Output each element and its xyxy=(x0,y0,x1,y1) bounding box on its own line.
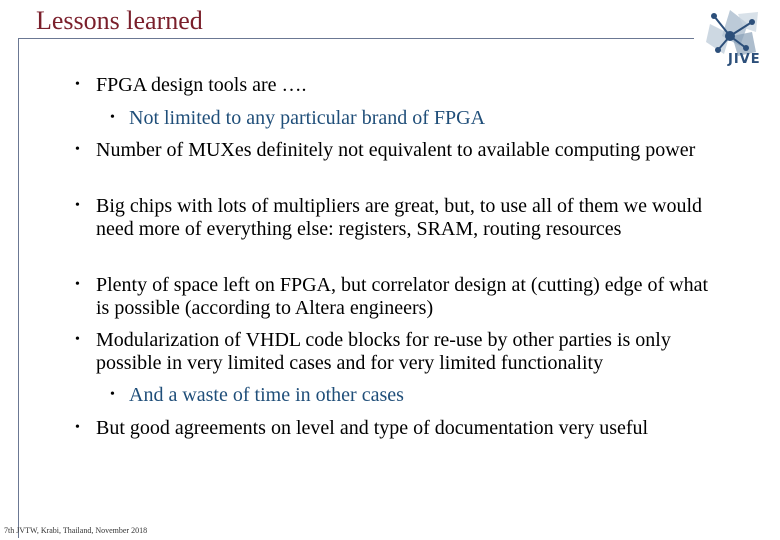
bullet-marker: • xyxy=(75,142,80,157)
bullet-item: FPGA design tools are …. xyxy=(96,74,307,96)
bullet-item: Big chips with lots of multipliers are great, but, to use all of them we would need more of everything else: registers, SRAM, routing resources xyxy=(96,195,703,240)
bullet-marker: • xyxy=(75,332,80,347)
bullet-marker: • xyxy=(75,198,80,213)
logo-text: JIVE xyxy=(728,52,761,67)
left-rule xyxy=(18,38,19,538)
slide-title: Lessons learned xyxy=(36,6,203,35)
sub-bullet-item: And a waste of time in other cases xyxy=(129,384,404,406)
bullet-item: Plenty of space left on FPGA, but correlator design at (cutting) edge of what is possible (according to Altera engineers) xyxy=(96,274,709,319)
bullet-marker: • xyxy=(75,420,80,435)
bullet-marker: • xyxy=(75,277,80,292)
sub-bullet-marker: • xyxy=(110,387,115,402)
bullet-marker: • xyxy=(75,77,80,92)
bullet-item: But good agreements on level and type of documentation very useful xyxy=(96,417,649,439)
sub-bullet-marker: • xyxy=(110,110,115,125)
bullet-item: Modularization of VHDL code blocks for re-use by other parties is only possible in very limited cases and for very limited functionality xyxy=(96,329,671,374)
slide-footer: 7th JVTW, Krabi, Thailand, November 2018 xyxy=(4,526,148,535)
bullet-item: Number of MUXes definitely not equivalent to available computing power xyxy=(96,139,696,161)
title-rule xyxy=(18,38,694,39)
sub-bullet-item: Not limited to any particular brand of FPGA xyxy=(129,107,486,129)
